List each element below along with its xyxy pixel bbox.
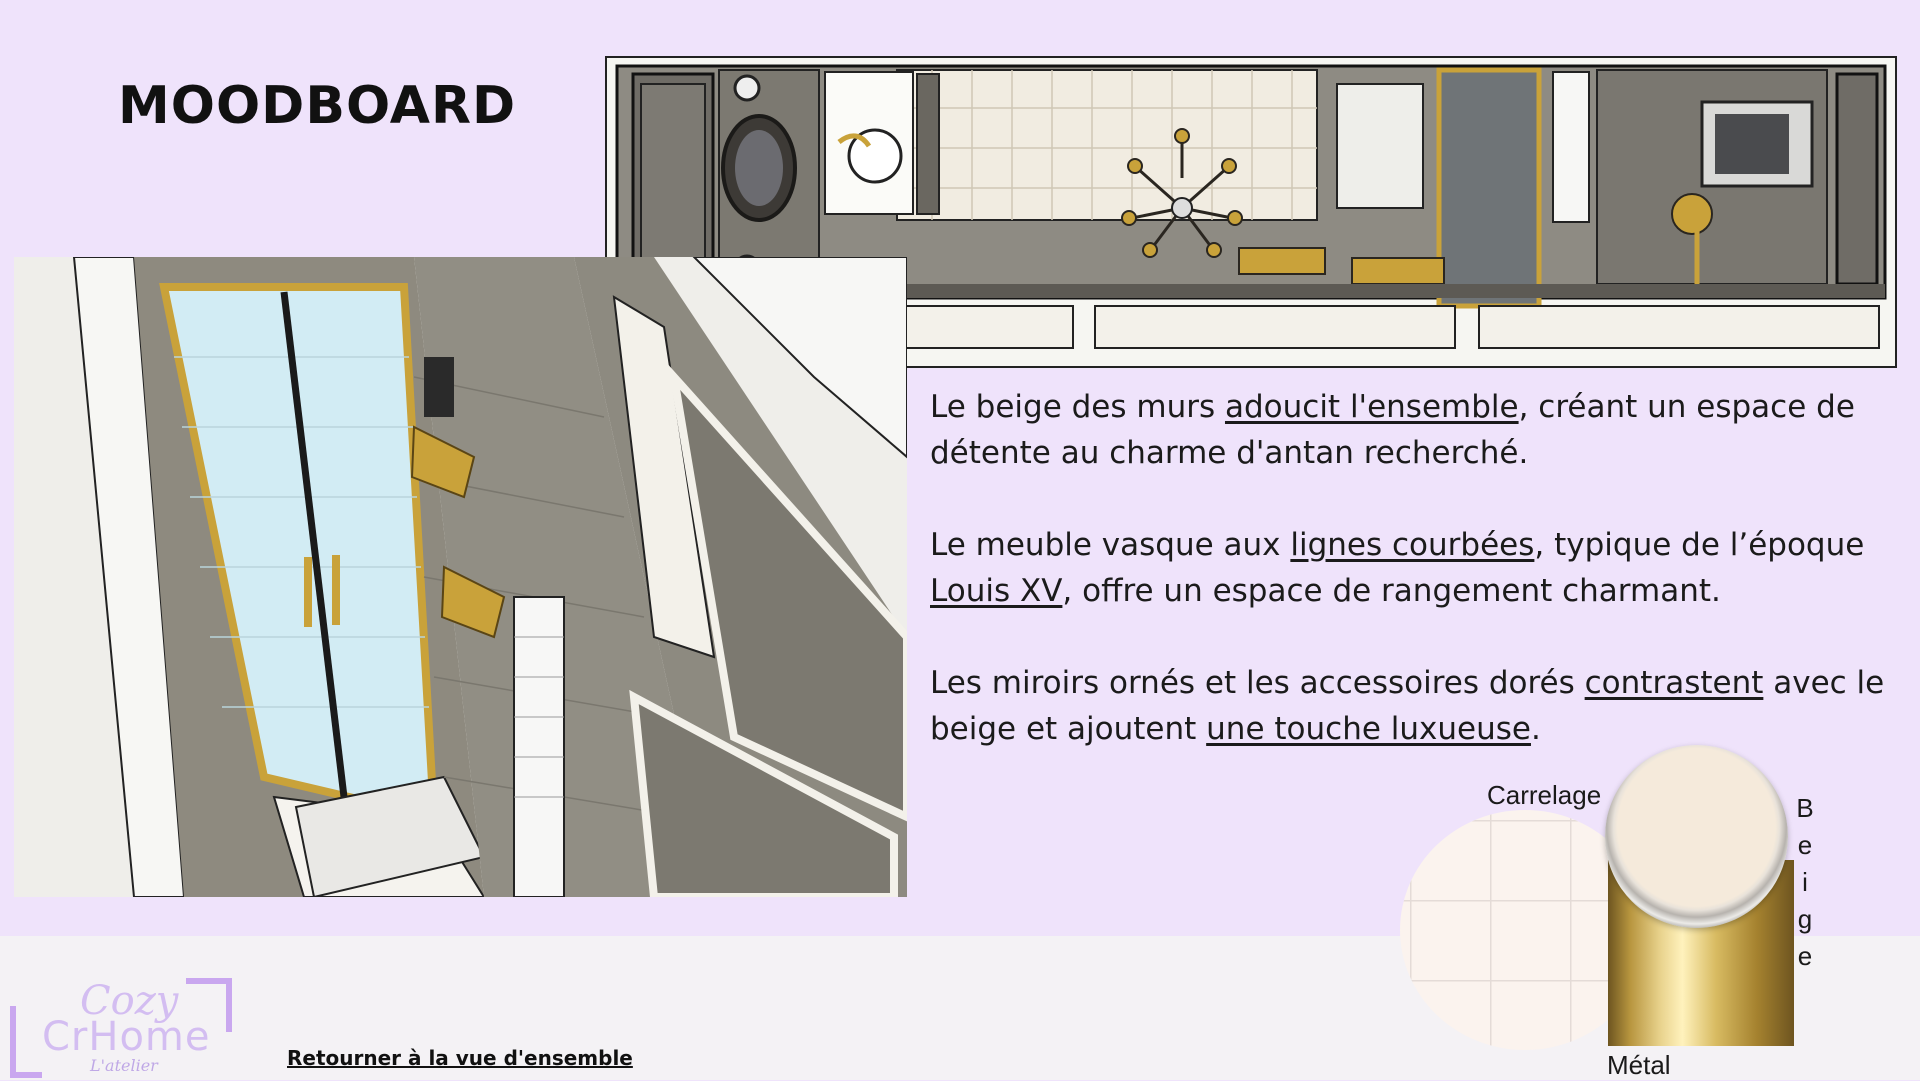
tile-swatch-label: Carrelage (1487, 780, 1602, 810)
beige-swatch-label: B e i g e (1796, 793, 1814, 971)
back-to-overview-link[interactable]: Retourner à la vue d'ensemble (287, 1046, 633, 1070)
cozy-crhome-logo: Cozy CrHome L'atelier (10, 978, 250, 1078)
page-title: MOODBOARD (118, 76, 517, 136)
underlined-phrase: une touche luxueuse (1206, 711, 1531, 747)
underlined-phrase: lignes courbées (1290, 527, 1535, 563)
underlined-phrase: adoucit l'ensemble (1224, 389, 1519, 425)
paragraph-walls: Le beige des murs adoucit l'ensemble, créant un espace de détente au charme d'antan recherché. (930, 389, 1855, 471)
paragraph-vanity: Le meuble vasque aux lignes courbées, typique de l’époque Louis XV, offre un espace de rangement charmant. (930, 527, 1865, 609)
underlined-phrase: Louis XV (930, 573, 1063, 609)
beige-paint-can-swatch (1605, 745, 1788, 928)
underlined-phrase: contrastent (1584, 665, 1764, 701)
shower-perspective-render (14, 257, 907, 897)
metal-swatch-label: Métal (1607, 1050, 1671, 1080)
paragraph-mirrors: Les miroirs ornés et les accessoires dorés contrastent avec le beige et ajoutent une touche luxueuse. (930, 665, 1885, 747)
